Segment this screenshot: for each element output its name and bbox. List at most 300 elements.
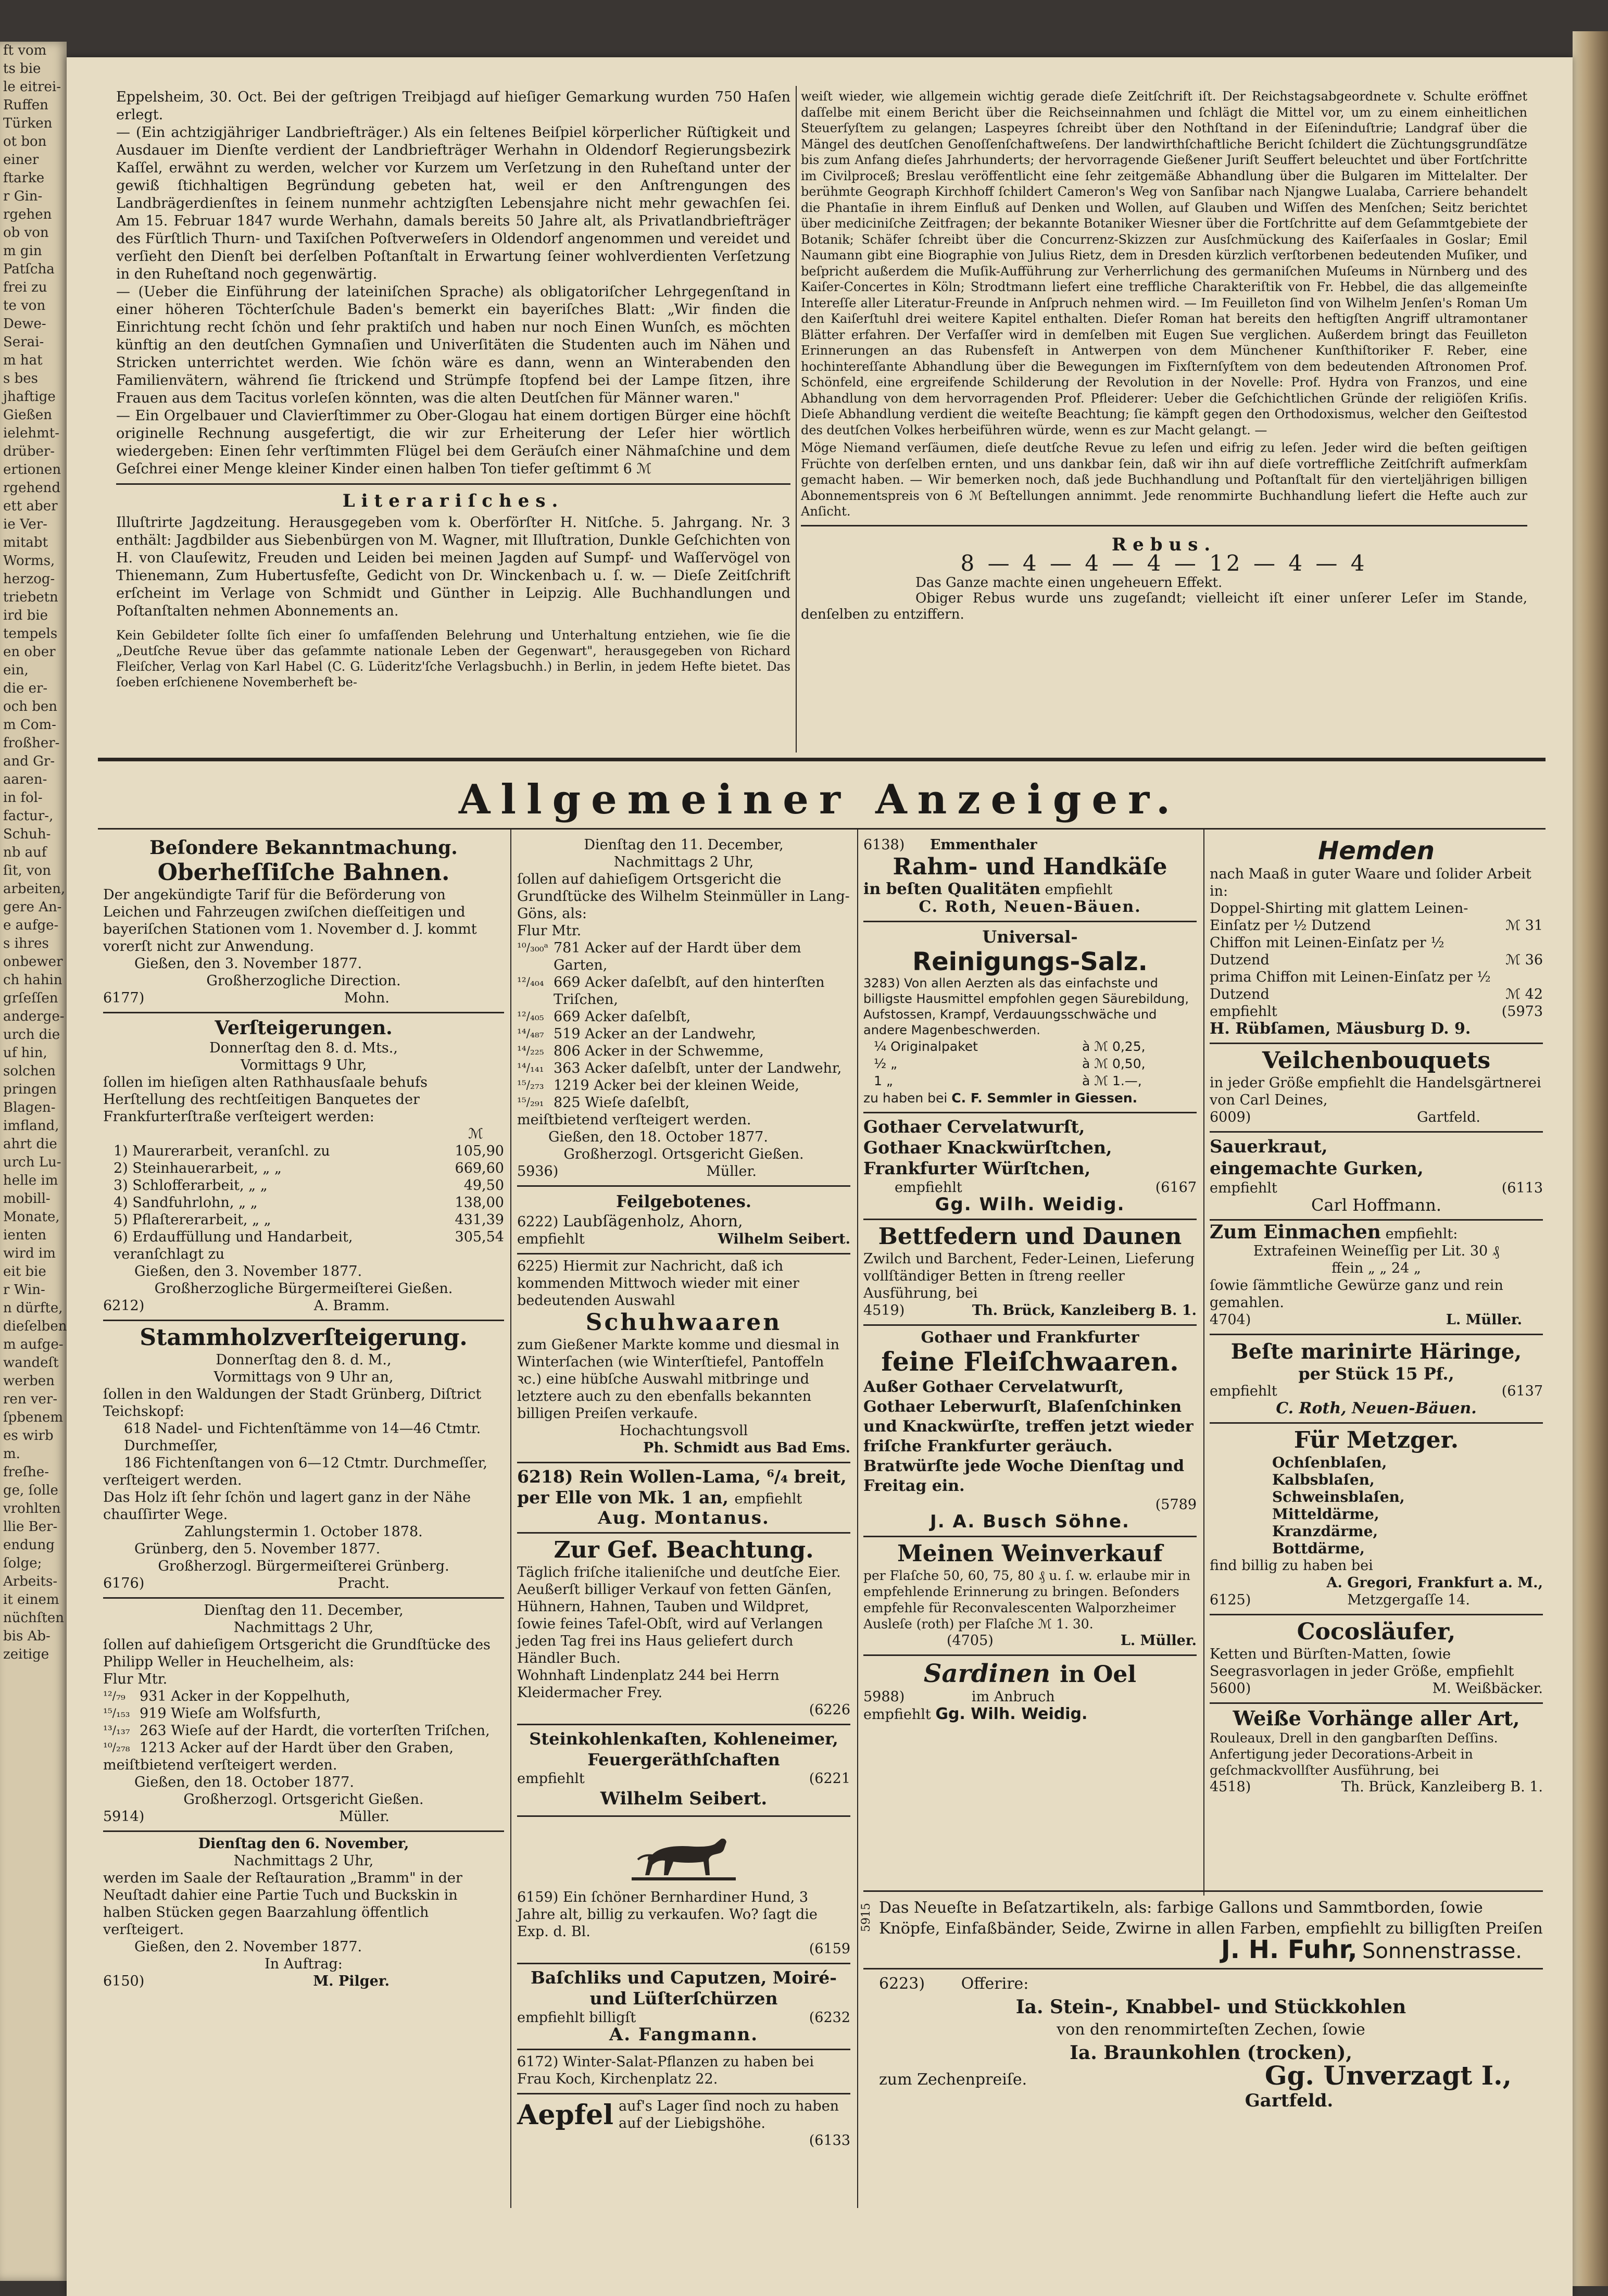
lit-deutsche-revue: Kein Gebildeter ſollte ſich einer ſo umfaſſenden Belehrung und Unterhaltung entziehen, wie ſie die „Deutſche Revue über das geſammte nationale Leben der Gegenwart", herausgegeben von Richard Fleiſcher, Verlag von Karl Habel (C. G. Lüderitz'ſche Verlagsbuchh.) in Berlin, in jedem Hefte bietet. Das ſoeben erſchienene Novemberheft be- [116, 628, 790, 689]
price-value: 105,90 [455, 1143, 504, 1159]
ad-body: in jeder Größe empfiehlt die Handelsgärtnerei von Carl Deines, [1210, 1075, 1541, 1108]
ad-time: Vormittags 9 Uhr, [240, 1057, 367, 1073]
ad-fuer-metzger [1210, 1424, 1543, 1615]
price-row [103, 1143, 504, 1160]
plot-number: ¹⁰/₃₀₀ᵃ [517, 942, 548, 955]
ad-column-2 [517, 833, 850, 2154]
price-row [863, 1072, 1197, 1089]
ad-subheading: Universal- [982, 927, 1078, 947]
ad-number: (6133 [809, 2132, 850, 2149]
left-page-fragment: ren ver- [3, 1391, 58, 1407]
ad-heading: Zur Gef. Beachtung. [554, 1537, 814, 1563]
ad-place-date: Gießen, den 18. October 1877. [548, 1129, 768, 1145]
price-label: Chiffon mit Leinen-Einſatz per ½ Dutzend [1210, 935, 1444, 968]
ad-empfiehlt: empfiehlt [517, 1231, 585, 1247]
allgemeiner-anzeiger-title: Allgemeiner Anzeiger. [458, 776, 1181, 823]
ad-number: 6218) [517, 1466, 573, 1487]
plot-text: 263 Wieſe auf der Hardt, die vorterſten Triſchen, [140, 1723, 490, 1739]
ad-body: Täglich friſche italieniſche und deutſche Eier. Aeußerſt billiger Verkauf von fetten Gänſen, Hühnern, Hahnen, Tauben und Wildpret, ſowie feines Tafel-Obſt, wird auf Verlangen jeden Tag frei ins Haus geliefert durch Händler Buch. [517, 1564, 841, 1666]
price-row [103, 1211, 504, 1228]
ad-body: Ein ſchöner Bernhardiner Hund, 3 Jahre alt, billig zu verkaufen. Wo? ſagt die Exp. d. Bl. [517, 1889, 818, 1940]
left-page-fragment: r Win- [3, 1282, 45, 1298]
plot-text: 931 Acker in der Koppelhuth, [140, 1688, 350, 1704]
left-page-fragment: factur-, [3, 808, 54, 824]
ad-column-1 [103, 833, 504, 1995]
ad-cocoslaeufer [1210, 1615, 1543, 1704]
ad-signature: M. Weißbäcker. [1432, 1680, 1543, 1697]
plot-row [517, 1060, 850, 1077]
ad-versteigerungen [103, 1013, 504, 1321]
ad-signature: J. A. Busch Söhne. [930, 1511, 1130, 1532]
ad-heading: Baſchliks und Caputzen, Moiré- und Lüſterſchürzen [531, 1967, 837, 2009]
ad-body: Der angekündigte Tarif für die Beförderung von Leichen und Fahrzeugen zwiſchen dieſſeitigen und bayeriſchen Stationen vom 1. November d. J. kommt vorerſt nicht zur Anwendung. [103, 887, 477, 955]
ad-emp-row [517, 1770, 850, 1787]
left-page-fragment: e aufge- [3, 918, 59, 933]
ad-gothaer-wurst [863, 1113, 1197, 1220]
left-page-fragment: zeitige [3, 1647, 49, 1662]
left-page-fragment: Worms, [3, 553, 55, 569]
ad-column-4 [1210, 833, 1543, 1801]
ad-empfiehlt: empfiehlt billigſt [517, 2010, 636, 2026]
plot-row [517, 1094, 850, 1111]
left-page-fragment: ienten [3, 1227, 47, 1243]
ad-body: zum Zechenpreiſe. [879, 2071, 1027, 2089]
ad-number: (5789 [1155, 1497, 1197, 1513]
ad-wollen-lama [517, 1463, 850, 1534]
plot-row [517, 1008, 850, 1025]
plot-text: 669 Acker daſelbſt, auf den hinterſten Triſchen, [554, 974, 825, 1008]
plot-row [103, 1722, 504, 1739]
ad-signature: Th. Brück, Kanzleiberg B. 1. [1341, 1779, 1543, 1795]
ad-heading: Zum Einmachen [1210, 1221, 1381, 1243]
news-eppelsheim: Eppelsheim, 30. Oct. Bei der geſtrigen Treibjagd auf hieſiger Gemarkung wurden 750 Haſen erlegt. [116, 89, 790, 123]
left-page-fragment: Ruffen [3, 97, 48, 113]
price-label: 1 „ [874, 1073, 893, 1088]
left-page-fragment: endung [3, 1537, 55, 1553]
left-page-fragment: solchen [3, 1063, 56, 1079]
price-value: 305,54 [455, 1229, 504, 1245]
revue-recommendation: Möge Niemand verſäumen, dieſe deutſche Revue zu leſen und eifrig zu leſen. Jeder wird die beſten geiſtigen Früchte von derſelben ernten, und uns dankbar ſein, daß wir ihn auf dieſe vortreffliche Zeitſchrift aufmerkſam gemacht haben. — Wir bemerken noch, daß jede Buchhandlung und Poſtanſtalt für den vierteljährigen billigen Abonnementspreis von 6 ℳ Beſtellungen annimmt. Jede renommirte Buchhandlung liefert die Hefte auch zur Anſicht. [801, 441, 1527, 519]
book-right-edge [1573, 31, 1608, 2286]
ad-place-date: Gießen, den 3. November 1877. [134, 1263, 362, 1279]
ad-authority: Großherzogl. Ortsgericht Gießen. [183, 1791, 424, 1808]
plot-text: 806 Acker in der Schwemme, [554, 1043, 764, 1059]
divider [801, 525, 1527, 526]
ad-bettfedern [863, 1220, 1197, 1326]
ad-signature: Gg. Unverzagt I., [1264, 2060, 1512, 2091]
ad-baschliks [517, 1964, 850, 2050]
ad-body: Rein Wollen-Lama, ⁶/₄ breit, per Elle von Mk. 1 an, [517, 1466, 847, 1508]
left-page-fragment: pringen [3, 1082, 57, 1097]
ad-signature: Carl Hoffmann. [1311, 1195, 1441, 1215]
plot-row [103, 1739, 504, 1756]
ad-greeting: Hochachtungsvoll [619, 1423, 748, 1439]
ad-signature-row [103, 1973, 504, 1990]
left-page-fragment: ett aber [3, 498, 58, 514]
left-page-fragment: eit bie [3, 1264, 46, 1279]
plot-number: ¹⁰/₂₇₈ [103, 1741, 130, 1754]
ad-body: meiſtbietend verſteigert werden. [103, 1757, 337, 1773]
ad-price-list [863, 1038, 1197, 1089]
ad-number: 6225) [517, 1258, 559, 1274]
left-page-fragment: llie Ber- [3, 1519, 58, 1535]
plot-text: 669 Acker daſelbſt, [554, 1009, 691, 1025]
ad-number: 6222) [517, 1214, 559, 1230]
ad-heading: eingemachte Gurken, [1210, 1158, 1424, 1179]
ad-number: 5600) [1210, 1680, 1251, 1697]
price-value: à ℳ 1.—, [1082, 1073, 1142, 1088]
price-label: prima Chiffon mit Leinen-Einſatz per ½ Dutzend [1210, 969, 1491, 1002]
ad-time: Vormittags von 9 Uhr an, [213, 1369, 394, 1385]
ad-time: Nachmittags 2 Uhr, [233, 1853, 374, 1869]
ad-empfiehlt: empfiehlt [1210, 1383, 1277, 1399]
ad-feilgebotenes [517, 1187, 850, 1254]
ad-signature: Wilhelm Seibert. [718, 1231, 850, 1247]
price-label: Doppel-Shirting mit glattem Leinen-Einſatz per ½ Dutzend [1210, 900, 1468, 934]
ad-gef-beachtung [517, 1534, 850, 1725]
left-page-fragment: rgehend [3, 480, 60, 496]
ad-winter-salat [517, 2050, 850, 2094]
plot-row [517, 974, 850, 1008]
left-page-edge [0, 42, 67, 2281]
left-page-fragment: en ober [3, 644, 56, 660]
ad-heading: Weiße Vorhänge aller Art, [1233, 1707, 1520, 1730]
price-row [1210, 900, 1543, 934]
ad-body: verſteigert werden. [103, 1472, 242, 1488]
ad-signature-row [517, 1163, 850, 1180]
left-page-fragment: ſpbenem [3, 1410, 64, 1425]
ad-time: Nachmittags 2 Uhr, [613, 854, 754, 870]
ad-heading: in Oel [1060, 1661, 1137, 1688]
ad-stammholz [103, 1321, 504, 1599]
left-page-fragment: urch Lu- [3, 1155, 61, 1170]
ad-place-date: Grünberg, den 5. November 1877. [134, 1541, 381, 1557]
price-row [103, 1177, 504, 1194]
ad-body: Hiermit zur Nachricht, daß ich kommenden Mittwoch wieder mit einer bedeutenden Auswahl [517, 1258, 799, 1309]
ad-place-date: Gießen, den 3. November 1877. [134, 956, 362, 972]
left-page-fragment: bis Ab- [3, 1628, 51, 1644]
column-divider [510, 828, 511, 2208]
ad-body: Das Neueſte in Beſatzartikeln, als: farbige Gallons und Sammtborden, ſowie Knöpfe, Einfaßbänder, Seide, Zwirne in allen Farben, empfiehlt zu billigſten Preiſen [879, 1899, 1543, 1938]
left-page-fragment: ob von [3, 225, 49, 241]
ad-subheading: Emmenthaler [929, 837, 1037, 853]
column-divider [796, 86, 797, 752]
ad-zum-einmachen [1210, 1221, 1543, 1335]
ad-oberhessische-bahnen [103, 833, 504, 1013]
left-page-fragment: helle im [3, 1173, 58, 1188]
ad-number: (6159 [809, 1941, 850, 1957]
left-page-fragment: ſolge; [3, 1555, 42, 1571]
ad-signature: A. Fangmann. [609, 2024, 759, 2045]
left-page-fragment: ird bie [3, 608, 48, 623]
ad-body: ſowie ſämmtliche Gewürze ganz und rein gemahlen. [1210, 1277, 1503, 1311]
left-page-fragment: s ihres [3, 936, 49, 951]
left-page-fragment: Patſcha [3, 261, 55, 277]
ad-body: Ketten und Bürſten-Matten, ſowie Seegrasvorlagen in jeder Größe, empfiehlt [1210, 1646, 1514, 1679]
ad-body: Das Holz iſt ſehr ſchön und lagert ganz in der Nähe chauſſirter Wege. [103, 1489, 471, 1523]
ad-body: ſollen im hieſigen alten Rathhausſaale behufs Herſtellung des rechtſeitigen Banquetes der Frankfurterſtraße verſteigert werden: [103, 1074, 428, 1125]
ad-subheading: Gothaer und Frankfurter [921, 1328, 1139, 1347]
left-page-fragment: r Gin- [3, 189, 43, 204]
ad-fuhr [863, 1896, 1543, 1969]
left-page-fragment: froßher- [3, 735, 60, 751]
ad-signature: Müller. [706, 1163, 757, 1180]
ad-signature-row [103, 989, 504, 1007]
ad-number: (6167 [1155, 1180, 1197, 1196]
rebus-text-2: Obiger Rebus wurde uns zugeſandt; vielleicht iſt einer unſerer Leſer im Stande, denſelben zu entziffern. [801, 591, 1527, 622]
ad-hemden [1210, 833, 1543, 1044]
left-page-fragment: herzog- [3, 571, 55, 587]
left-page-fragment: vrohlten [3, 1501, 61, 1516]
ad-heading: Feilgebotenes. [615, 1191, 751, 1211]
price-value: ℳ 42 [1505, 986, 1543, 1002]
ad-body: ſollen auf dahieſigem Ortsgericht die Grundſtücke des Wilhelm Steinmüller in Lang-Göns, als: [517, 871, 850, 922]
divider [116, 483, 790, 485]
ad-number: 6009) [1210, 1109, 1251, 1125]
plot-text: 1219 Acker bei der kleinen Weide, [554, 1077, 799, 1094]
ad-heading: Gothaer Cervelatwurſt, [863, 1116, 1085, 1137]
ad-weller-grundstuecke [103, 1599, 504, 1832]
ad-body: find billig zu haben bei [1210, 1558, 1373, 1574]
ad-signature: A. Bramm. [313, 1298, 390, 1314]
left-page-fragment: Serai- [3, 334, 44, 350]
ad-body: in beſten Qualitäten [863, 880, 1041, 898]
plot-number: ¹²/₄₀₅ [517, 1010, 544, 1023]
ad-tuch-buckskin [103, 1832, 504, 1995]
ad-signature: Th. Brück, Kanzleiberg B. 1. [972, 1302, 1197, 1319]
ad-signature: Gg. Wilh. Weidig. [935, 1705, 1088, 1723]
ad-number: 6138) [863, 837, 905, 853]
ad-weinverkauf [863, 1537, 1197, 1656]
plot-row [517, 1025, 850, 1043]
plot-text: 1213 Acker auf der Hardt über den Graben, [140, 1740, 454, 1756]
ad-heading: Oberheſſiſche Bahnen. [157, 859, 450, 886]
ad-price-list [1210, 900, 1543, 1003]
left-page-fragment: Dewe- [3, 316, 46, 332]
list-item: Kalbsblaſen, [1272, 1471, 1375, 1488]
column-divider [857, 828, 858, 2208]
ad-number: 6212) [103, 1298, 145, 1314]
ad-body: ſollen in den Waldungen der Stadt Grünberg, Diſtrict Teichskopf: [103, 1386, 482, 1420]
ad-item: 186 Fichtenſtangen von 6—12 Ctmtr. Durchmeſſer, [124, 1455, 487, 1471]
ad-reinigungs-salz [863, 922, 1197, 1113]
left-page-fragment: grſeſſen [3, 990, 58, 1006]
left-page-fragment: Arbeits- [3, 1574, 58, 1589]
ad-signature: Aug. Montanus. [598, 1508, 770, 1528]
ad-signature-row [1210, 1778, 1543, 1796]
ad-signature: H. Rübſamen, Mäusburg D. 9. [1210, 1020, 1471, 1038]
ad-empfiehlt: empfiehlt [734, 1491, 802, 1507]
ad-body: auf's Lager ſind noch zu haben auf der Liebigshöhe. [619, 2098, 839, 2131]
ad-unverzagt [863, 1969, 1543, 2111]
left-page-fragment: wird im [3, 1246, 56, 1261]
left-page-fragment: triebetn [3, 589, 58, 605]
top-right-column [801, 89, 1527, 622]
left-page-fragment: n dürfte, [3, 1300, 63, 1316]
left-page-fragment: Gießen [3, 407, 52, 423]
ad-heading: Aepfel [517, 2099, 613, 2131]
ad-empfiehlt: empfiehlt [1210, 1180, 1277, 1196]
ad-signature: L. Müller. [1446, 1312, 1522, 1328]
left-page-fragment: ertionen [3, 462, 61, 478]
left-page-fragment: gere An- [3, 899, 62, 915]
list-item: Ochſenblaſen, [1272, 1454, 1387, 1471]
ad-number: (6226 [809, 1702, 850, 1718]
ad-number: 4519) [863, 1302, 905, 1319]
price-row [1210, 934, 1543, 969]
price-label: 2) Steinhauerarbeit, „ „ [114, 1160, 282, 1176]
price-label: 3) Schlofferarbeit, „ „ [114, 1177, 268, 1194]
ad-item: Ia. Braunkohlen (trocken), [1070, 2042, 1352, 2064]
plot-number: ¹²/₇₉ [103, 1690, 125, 1703]
ad-empfiehlt: empfiehlt [863, 1707, 931, 1723]
ad-address: Metzgergaſſe 14. [1347, 1592, 1470, 1608]
plot-number: ¹⁴/₄₈₇ [517, 1027, 544, 1040]
left-page-fragment: ft vom [3, 43, 47, 58]
left-page-fragment: dieſelben [3, 1319, 67, 1334]
left-page-fragment: es wirb [3, 1428, 54, 1444]
news-landbrieftraeger: — (Ein achtzigjähriger Landbriefträger.) Als ein ſeltenes Beiſpiel körperlicher Rüſtigkeit und Ausdauer im Dienſte verdient der Landbriefträger Werhahn in Oldendorf Regierungsbezirk Kaſſel, erwähnt zu werden, welcher vor Kurzem um Verſetzung in den Ruheſtand unter der gewiß ſtichhaltigen Begründung gebeten hat, weil er den Anſtrengungen des Landbrägerdienſtes in ſeinem nunmehr achtzigſten Lebensjahre nicht mehr gewachſen ſei. Am 15. Februar 1847 wurde Werhahn, damals bereits 50 Jahre alt, als Privatlandbriefträger des Fürſtlich Thurn- und Taxiſchen Poſtverweſers in Oldendorf angenommen und vereidet und verſieht den Dienſt bei derſelben Poſtanſtalt in Erwartung ſeiner wohlverdienten Verſetzung in den Ruheſtand noch gegenwärtig. [116, 124, 790, 282]
list-item: Mitteldärme, [1272, 1505, 1379, 1523]
divider [863, 1890, 1543, 1892]
left-page-fragment: imfland, [3, 1118, 59, 1134]
left-page-fragment: tempels [3, 626, 58, 642]
plot-number: ¹⁴/₁₄₁ [517, 1062, 544, 1075]
ad-emp-row [1210, 1180, 1543, 1197]
ad-number: 5988) [863, 1689, 905, 1705]
price-label: 6) Erdauffüllung und Handarbeit, veranſchlagt zu [114, 1229, 353, 1262]
ad-signature-row [103, 1575, 504, 1592]
ad-heading: Gothaer Knackwürſtchen, [863, 1137, 1112, 1158]
ad-subheading: im Anbruch [971, 1689, 1055, 1705]
ad-heading: Rahm- und Handkäſe [893, 854, 1167, 880]
price-row [863, 1038, 1197, 1055]
ad-sold-at: zu haben bei [863, 1090, 948, 1106]
ad-number: (6232 [809, 2010, 850, 2026]
ad-number: 6150) [103, 1973, 145, 1989]
ad-signature: Ph. Schmidt aus Bad Ems. [643, 1440, 850, 1456]
ad-steinkohlenkasten [517, 1725, 850, 1817]
left-page-fragment: anderge- [3, 1009, 65, 1024]
ad-signature-row [1210, 1591, 1543, 1609]
left-page-fragment: mobill- [3, 1191, 51, 1207]
ad-place: Gartfeld. [1417, 1109, 1480, 1125]
ad-heading: Reinigungs-Salz. [912, 947, 1148, 976]
price-value: ℳ 36 [1505, 952, 1543, 968]
ad-body: Außer Gothaer Cervelatwurſt, Gothaer Leberwurſt, Blaſenſchinken und Knackwürſte, treffen jetzt wieder friſche Frankfurter geräuch. Bratwürſte jede Woche Dienſtag und Freitag ein. [863, 1378, 1194, 1495]
left-page-fragment: uf hin, [3, 1045, 47, 1061]
ad-signature-row [1210, 1109, 1543, 1126]
ad-authority: In Auftrag: [265, 1956, 343, 1972]
left-page-fragment: m gin [3, 243, 42, 259]
ad-plot-list [517, 939, 850, 1111]
ad-signature-row [863, 1302, 1197, 1319]
ad-time: Nachmittags 2 Uhr, [233, 1620, 374, 1636]
ad-signature: L. Müller. [1120, 1633, 1197, 1649]
left-page-fragment: it einem [3, 1592, 59, 1608]
ad-body: Zwilch und Barchent, Feder-Leinen, Lieferung vollſtändiger Betten in ſtreng reeller Ausführung, bei [863, 1251, 1195, 1301]
ad-aepfel [517, 2094, 850, 2154]
ad-body: nach Maaß in guter Waare und ſolider Arbeit in: [1210, 866, 1531, 899]
ad-signature: Wilhelm Seibert. [600, 1788, 768, 1809]
ad-steinmueller-grundstuecke [517, 833, 850, 1187]
ad-item-list [1210, 1454, 1543, 1557]
ad-heading: Für Metzger. [1293, 1427, 1459, 1453]
ad-heading: Beſondere Bekanntmachung. [149, 837, 458, 859]
left-page-fragment: einer [3, 152, 39, 168]
ad-heading: Stammholzverſteigerung. [140, 1324, 468, 1351]
plot-text: 825 Wieſe daſelbſt, [554, 1095, 690, 1111]
ad-number: (5973 [1501, 1003, 1543, 1020]
plot-row [517, 1043, 850, 1060]
ad-date: Donnerſtag den 8. d. M., [216, 1352, 392, 1368]
ad-number: 6172) [517, 2054, 559, 2070]
ad-body: ſollen auf dahieſigem Ortsgericht die Grundſtücke des Philipp Weller in Heuchelheim, als: [103, 1637, 491, 1670]
price-label: ¼ Originalpaket [874, 1039, 978, 1054]
ad-authority: Großherzogl. Bürgermeiſterei Grünberg. [158, 1558, 449, 1574]
left-page-fragment: Schuh- [3, 826, 51, 842]
ad-heading: Cocosläufer, [1297, 1619, 1456, 1645]
side-number: 5915 [860, 1903, 873, 1932]
plot-row [517, 1077, 850, 1094]
price-label: 5) Pflaſtererarbeit, „ „ [114, 1212, 271, 1228]
ad-authority: Großherzogliche Bürgermeiſterei Gießen. [154, 1281, 453, 1297]
plot-number: ¹³/₁₃₇ [103, 1724, 130, 1737]
ad-authority: Großherzogl. Ortsgericht Gießen. [563, 1146, 804, 1162]
plot-number: ¹²/₄₀₄ [517, 976, 544, 989]
price-row [863, 1055, 1197, 1072]
left-page-fragment: arbeiten, [3, 881, 66, 897]
price-value: 669,60 [455, 1160, 504, 1176]
ad-flur-header: Flur Mtr. [103, 1671, 168, 1687]
ad-schuhwaaren [517, 1254, 850, 1463]
ad-signature-row [517, 1231, 850, 1248]
left-page-fragment: m aufge- [3, 1337, 64, 1352]
ad-heading: Schuhwaaren [585, 1309, 782, 1336]
price-row [103, 1194, 504, 1211]
ad-haeringe [1210, 1335, 1543, 1424]
list-item: Kranzdärme, [1272, 1523, 1378, 1540]
left-page-fragment: die er- [3, 681, 48, 696]
left-page-fragment: m. [3, 1446, 20, 1462]
ad-body: Von allen Aerzten als das einfachste und billigste Hausmittel empfohlen gegen Säurebildung, Aufstossen, Krampf, Verdauungsschwäche und andere Magenbeschwerden. [863, 976, 1189, 1037]
ad-date: Dienſtag den 11. December, [204, 1602, 404, 1619]
left-page-fragment: ſit, von [3, 863, 52, 879]
left-page-fragment: Monate, [3, 1209, 60, 1225]
plot-row [103, 1705, 504, 1722]
left-page-fragment: och ben [3, 699, 57, 714]
ad-subheading: per Stück 15 Pf., [1298, 1364, 1454, 1384]
ad-empfiehlt: empfiehlt [517, 1771, 585, 1787]
ad-place-date: Gießen, den 2. November 1877. [134, 1939, 362, 1955]
left-page-fragment: in fol- [3, 790, 43, 806]
ad-heading: Steinkohlenkaſten, Kohleneimer, Feuergeräthſchaften [529, 1729, 838, 1770]
left-page-fragment: ie Ver- [3, 517, 47, 532]
ad-signature-row [103, 1297, 504, 1314]
ad-empfiehlt: empfiehlt [1210, 1003, 1277, 1020]
ad-emmenthaler [863, 833, 1197, 922]
ad-number: 6159) [517, 1889, 559, 1905]
ad-number: 6176) [103, 1575, 145, 1591]
ad-signature-row [1210, 1311, 1543, 1328]
ad-column-3 [863, 833, 1197, 1728]
plot-row [103, 1688, 504, 1705]
ad-body: Laubſägenholz, Ahorn, [562, 1212, 743, 1231]
left-page-fragment: ge, ſolle [3, 1483, 58, 1498]
price-value: à ℳ 0,50, [1082, 1056, 1146, 1071]
ad-item: ffein „ „ 24 „ [1331, 1260, 1421, 1276]
ad-signature: Mohn. [344, 990, 390, 1006]
